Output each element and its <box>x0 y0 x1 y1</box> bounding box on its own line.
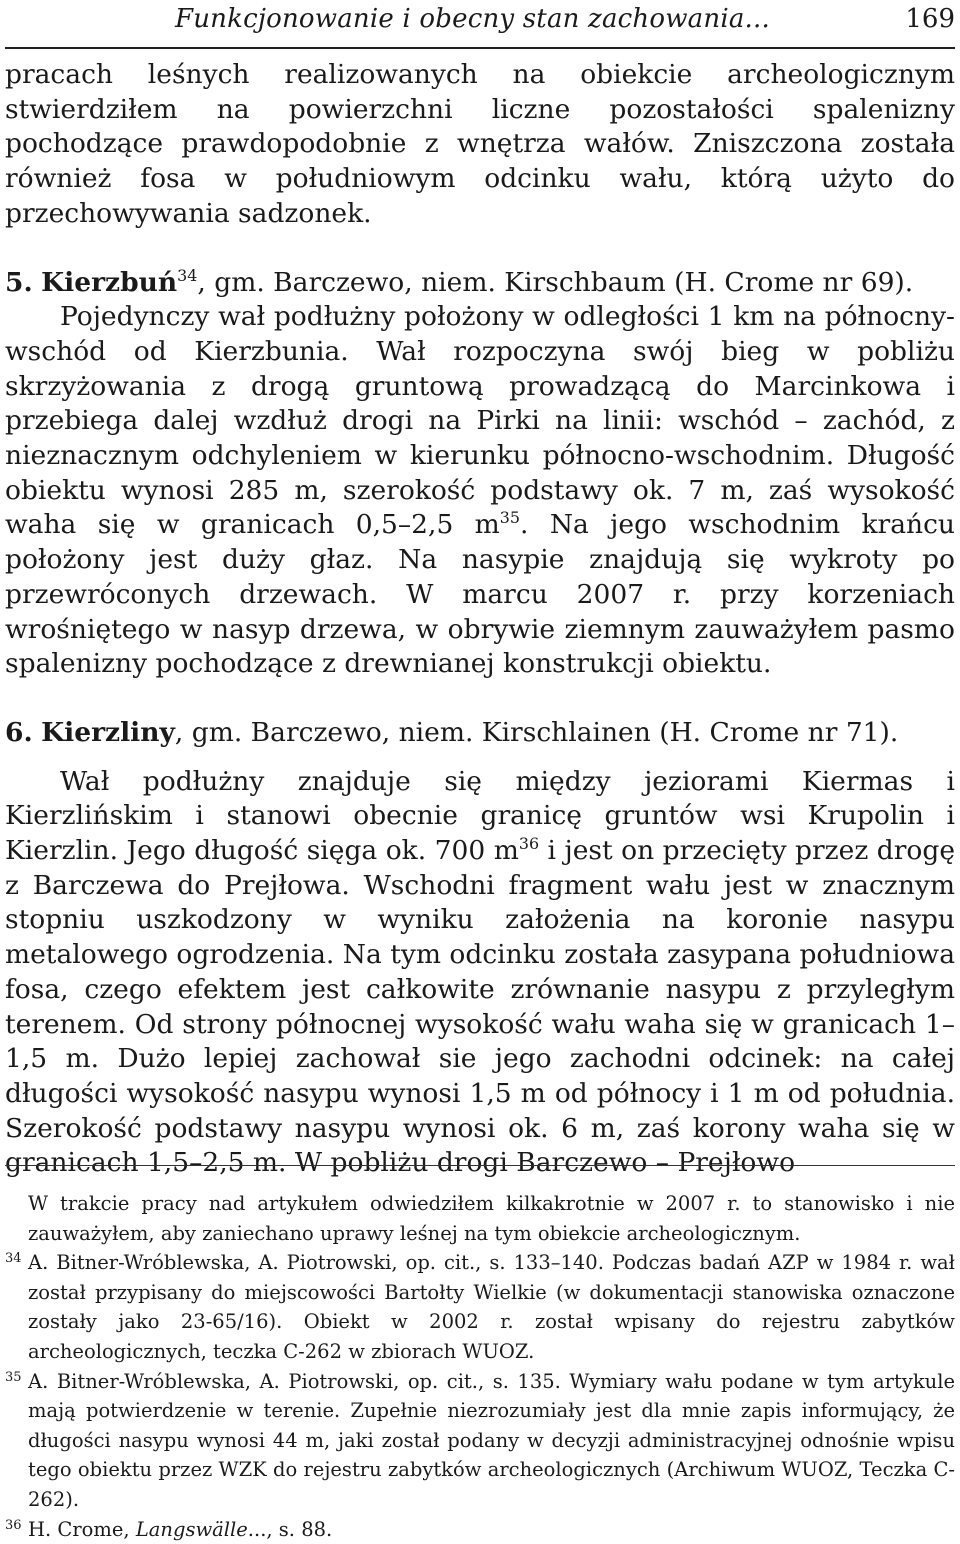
footnote-text: A. Bitner-Wróblewska, A. Piotrowski, op. cit., s. 135. Wymiary wału podane w tym artykule mają potwierdzenie w terenie. Zupełnie niezrozumiały jest dla mnie zapis informujący, że długości nasypu wynosi 44 m, jaki został podany w decyzji administracyjnej odnośnie wpisu tego obiektu przez WZK do rejestru zabytków archeologicznych (Archiwum WUOZ, Teczka C-262). <box>28 1369 955 1511</box>
site-name: Kierzbuń <box>41 266 178 298</box>
footnote-35 <box>5 1367 955 1515</box>
site-name: Kierzliny <box>41 716 175 748</box>
running-title: Funkcjonowanie i obecny stan zachowania... <box>175 4 770 34</box>
section-heading-5 <box>5 266 955 301</box>
footnote-34 <box>5 1248 955 1366</box>
footnote-marker: 36 <box>5 1517 22 1533</box>
paragraph-spacer <box>5 751 955 765</box>
header-divider <box>5 47 955 49</box>
section-number: 5. <box>5 266 33 298</box>
section-spacer <box>5 232 955 266</box>
footnote-text: A. Bitner-Wróblewska, A. Piotrowski, op. cit., s. 133–140. Podczas badań AZP w 1984 r. wał został przypisany do miejscowości Bartołty Wielkie (w dokumentacji stanowiska oznaczone zostały jako 23-65/16). Obiekt w 2002 r. został wpisany do rejestru zabytków archeologicznych, teczka C-262 w zbiorach WUOZ. <box>28 1251 955 1363</box>
site-details: , gm. Barczewo, niem. Kirschlainen (H. Crome nr 71). <box>174 716 899 748</box>
footnote-tail: ..., s. 88. <box>247 1517 333 1541</box>
paragraph-continued: pracach leśnych realizowanych na obiekcie archeologicznym stwierdziłem na powierzchni liczne pozostałości spalenizny pochodzące prawdopodobnie z wnętrza wałów. Zniszczona została również fosa w południowym odcinku wału, którą użyto do przechowywania sadzonek. <box>5 59 955 229</box>
page-number: 169 <box>905 4 955 34</box>
section-heading-6 <box>5 716 955 751</box>
paragraph-text: Wał podłużny znajduje się między jeziorami Kiermas i Kierzlińskim i stanowi obecnie granicę gruntów wsi Krupolin i Kierzlin. Jego długość sięga ok. 700 m <box>5 765 955 867</box>
main-text <box>5 58 955 1181</box>
footnote-ref-34[interactable]: 34 <box>177 265 198 285</box>
page-header <box>5 4 955 40</box>
section-number: 6. <box>5 716 33 748</box>
footnote-ref-35[interactable]: 35 <box>499 508 521 528</box>
footnote-marker: 34 <box>5 1251 22 1267</box>
footnote-36 <box>5 1515 955 1544</box>
site-details: , gm. Barczewo, niem. Kirschbaum (H. Crome nr 69). <box>197 266 914 298</box>
paragraph-text: i jest on przecięty przez drogę z Barczewa do Prejłowa. Wschodni fragment wału jest w znacznym stopniu uszkodzony w wyniku założenia na koronie nasypu metalowego ogrodzenia. Na tym odcinku została zasypana południowa fosa, czego efektem jest całkowite zrównanie nasypu z przyległym terenem. Od strony północnej wysokość wału waha się w granicach 1–1,5 m. Dużo lepiej zachował sie jego zachodni odcinek: na całej długości wysokość nasypu wynosi 1,5 m od północy i 1 m od południa. Szerokość podstawy nasypu wynosi ok. 6 m, zaś korony waha się w granicach 1,5–2,5 m. W pobliżu drogi Barczewo – Prejłowo <box>5 835 955 1179</box>
footnote-author: H. Crome, <box>28 1517 130 1541</box>
paragraph-text: . Na jego wschodnim krańcu położony jest duży głaz. Na nasypie znajdują się wykroty po przewróconych drzewach. W marcu 2007 r. przy korzeniach wrośniętego w nasyp drzewa, w obrywie ziemnym zauważyłem pasmo spalenizny pochodzące z drewnianej konstrukcji obiektu. <box>5 509 955 680</box>
footnote-continued: W trakcie pracy nad artykułem odwiedziłem kilkakrotnie w 2007 r. to stanowisko i nie zauważyłem, aby zaniechano uprawy leśnej na tym obiekcie archeologicznym. <box>28 1192 955 1245</box>
paragraph-kierzbun <box>5 300 955 682</box>
footnote-title: Langswälle <box>135 1517 248 1541</box>
paragraph-text: Pojedynczy wał podłużny położony w odległości 1 km na północny-wschód od Kierzbunia. Wał rozpoczyna swój bieg w pobliżu skrzyżowania z drogą gruntową prowadzącą do Marcinkowa i przebiega dalej wzdłuż drogi na Pirki na linii: wschód – zachód, z nieznacznym odchyleniem w kierunku północno-wschodnim. Długość obiektu wynosi 285 m, szerokość podstawy ok. 7 m, zaś wysokość waha się w granicach 0,5–2,5 m <box>5 301 955 541</box>
footnotes <box>5 1189 955 1544</box>
footnote-ref-36[interactable]: 36 <box>518 834 540 854</box>
footnote-divider <box>5 1165 955 1166</box>
section-spacer <box>5 682 955 716</box>
paragraph-kierzliny <box>5 765 955 1181</box>
footnote-marker: 35 <box>5 1369 22 1385</box>
